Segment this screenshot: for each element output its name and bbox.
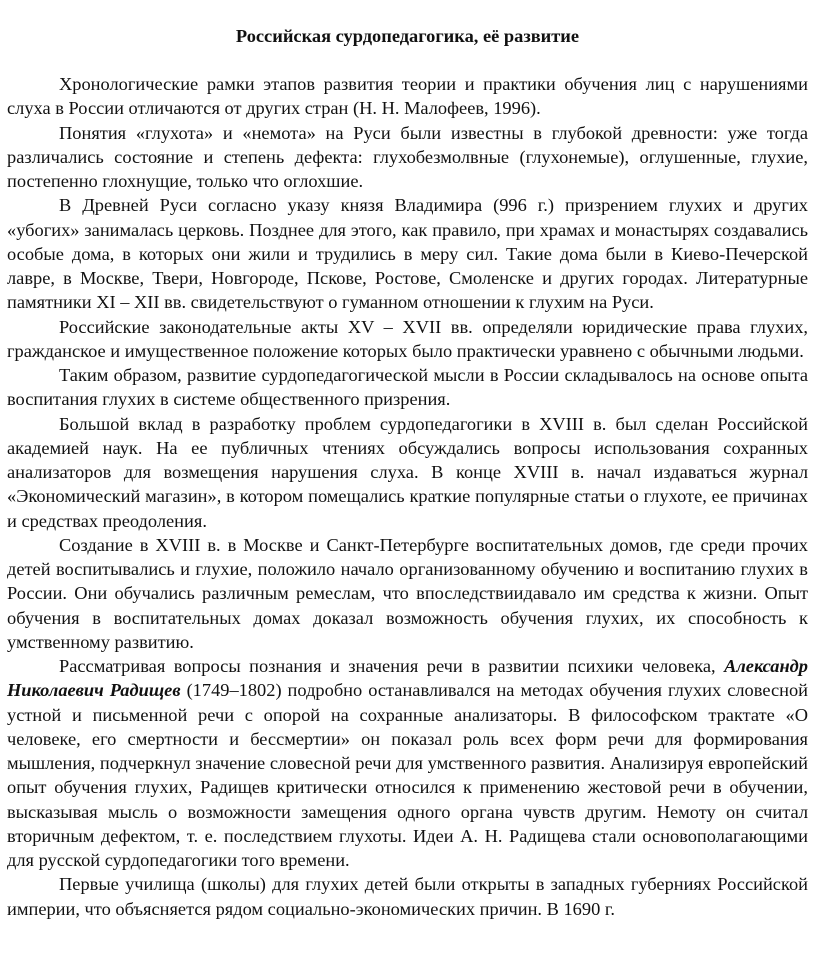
paragraph-academy-of-sciences: Большой вклад в разработку проблем сурдопедагогики в XVIII в. был сделан Российской академией наук. На ее публичных чтениях обсуждались вопросы использования сохранных анализаторов для возмещения нарушения слуха. В конце XVIII в. начал издаваться журнал «Экономический магазин», в котором помещались краткие популярные статьи о глухоте, ее причинах и средствах преодоления. [7, 413, 808, 531]
paragraph-radishchev-start: Рассматривая вопросы познания и значения речи в развитии психики человека, [59, 656, 716, 676]
paragraph-first-schools: Первые училища (школы) для глухих детей были открыты в западных губерниях Российской империи, что объясняется рядом социально-экономических причин. В 1690 г. [7, 874, 808, 919]
document-title: Российская сурдопедагогика, её развитие [235, 26, 580, 46]
paragraph-chronology: Хронологические рамки этапов развития теории и практики обучения лиц с нарушениями слуха в России отличаются от других стран (Н. Н. Малофеев, 1996). [7, 74, 808, 119]
paragraph-ancient-rus: В Древней Руси согласно указу князя Владимира (996 г.) призрением глухих и других «убогих» занималась церковь. Позднее для этого, как правило, при храмах и монастырях создавались особые дома, в которых они жили и трудились в меру сил. Такие дома были в Киево-Печерской лавре, в Москве, Твери, Новгороде, Пскове, Ростове, Смоленске и других городах. Литературные памятники XI – XII вв. свидетельствуют о гуманном отношении к глухим на Руси. [7, 195, 808, 313]
paragraph-radishchev [7, 654, 808, 872]
author-name: Александр Николаевич Радищев [7, 656, 808, 701]
document-page [7, 24, 808, 921]
paragraph-deafness-concepts: Понятия «глухота» и «немота» на Руси были известны в глубокой древности: уже тогда различались состояние и степень дефекта: глухобезмолвные (глухонемые), оглушенные, глухие, постепенно глохнущие, только что оглохшие. [7, 122, 808, 191]
paragraph-legislative-acts: Российские законодательные акты XV – XVII вв. определяли юридические права глухих, гражданское и имущественное положение которых было практически уравнено с обычными людьми. [7, 316, 808, 361]
paragraph-orphanages: Создание в XVIII в. в Москве и Санкт-Петербурге воспитательных домов, где среди прочих детей воспитывались и глухие, положило начало организованному обучению и воспитанию глухих в России. Они обучались различным ремеслам, что впоследствиидавало им средства к жизни. Опыт обучения в воспитательных домах доказал возможность обучения глухих, их способность к умственному развитию. [7, 534, 808, 652]
paragraph-radishchev-rest: (1749–1802) подробно останавливался на методах обучения глухих словесной устной и письменной речи с опорой на сохранные анализаторы. В философском трактате «О человеке, его смертности и бессмертии» он показал роль всех форм речи для формирования мышления, подчеркнул значение словесной речи для умственного развития. Анализируя европейский опыт обучения глухих, Радищев критически относился к применению жестовой речи в обучении, высказывая мысль о возможности замещения одного органа чувств другим. Немоту он считал вторичным дефектом, т. е. последствием глухоты. Идеи А. Н. Радищева стали основополагающими для русской сурдопедагогики того времени. [7, 680, 808, 870]
paragraph-public-care: Таким образом, развитие сурдопедагогической мысли в России складывалось на основе опыта воспитания глухих в системе общественного призрения. [7, 365, 808, 410]
